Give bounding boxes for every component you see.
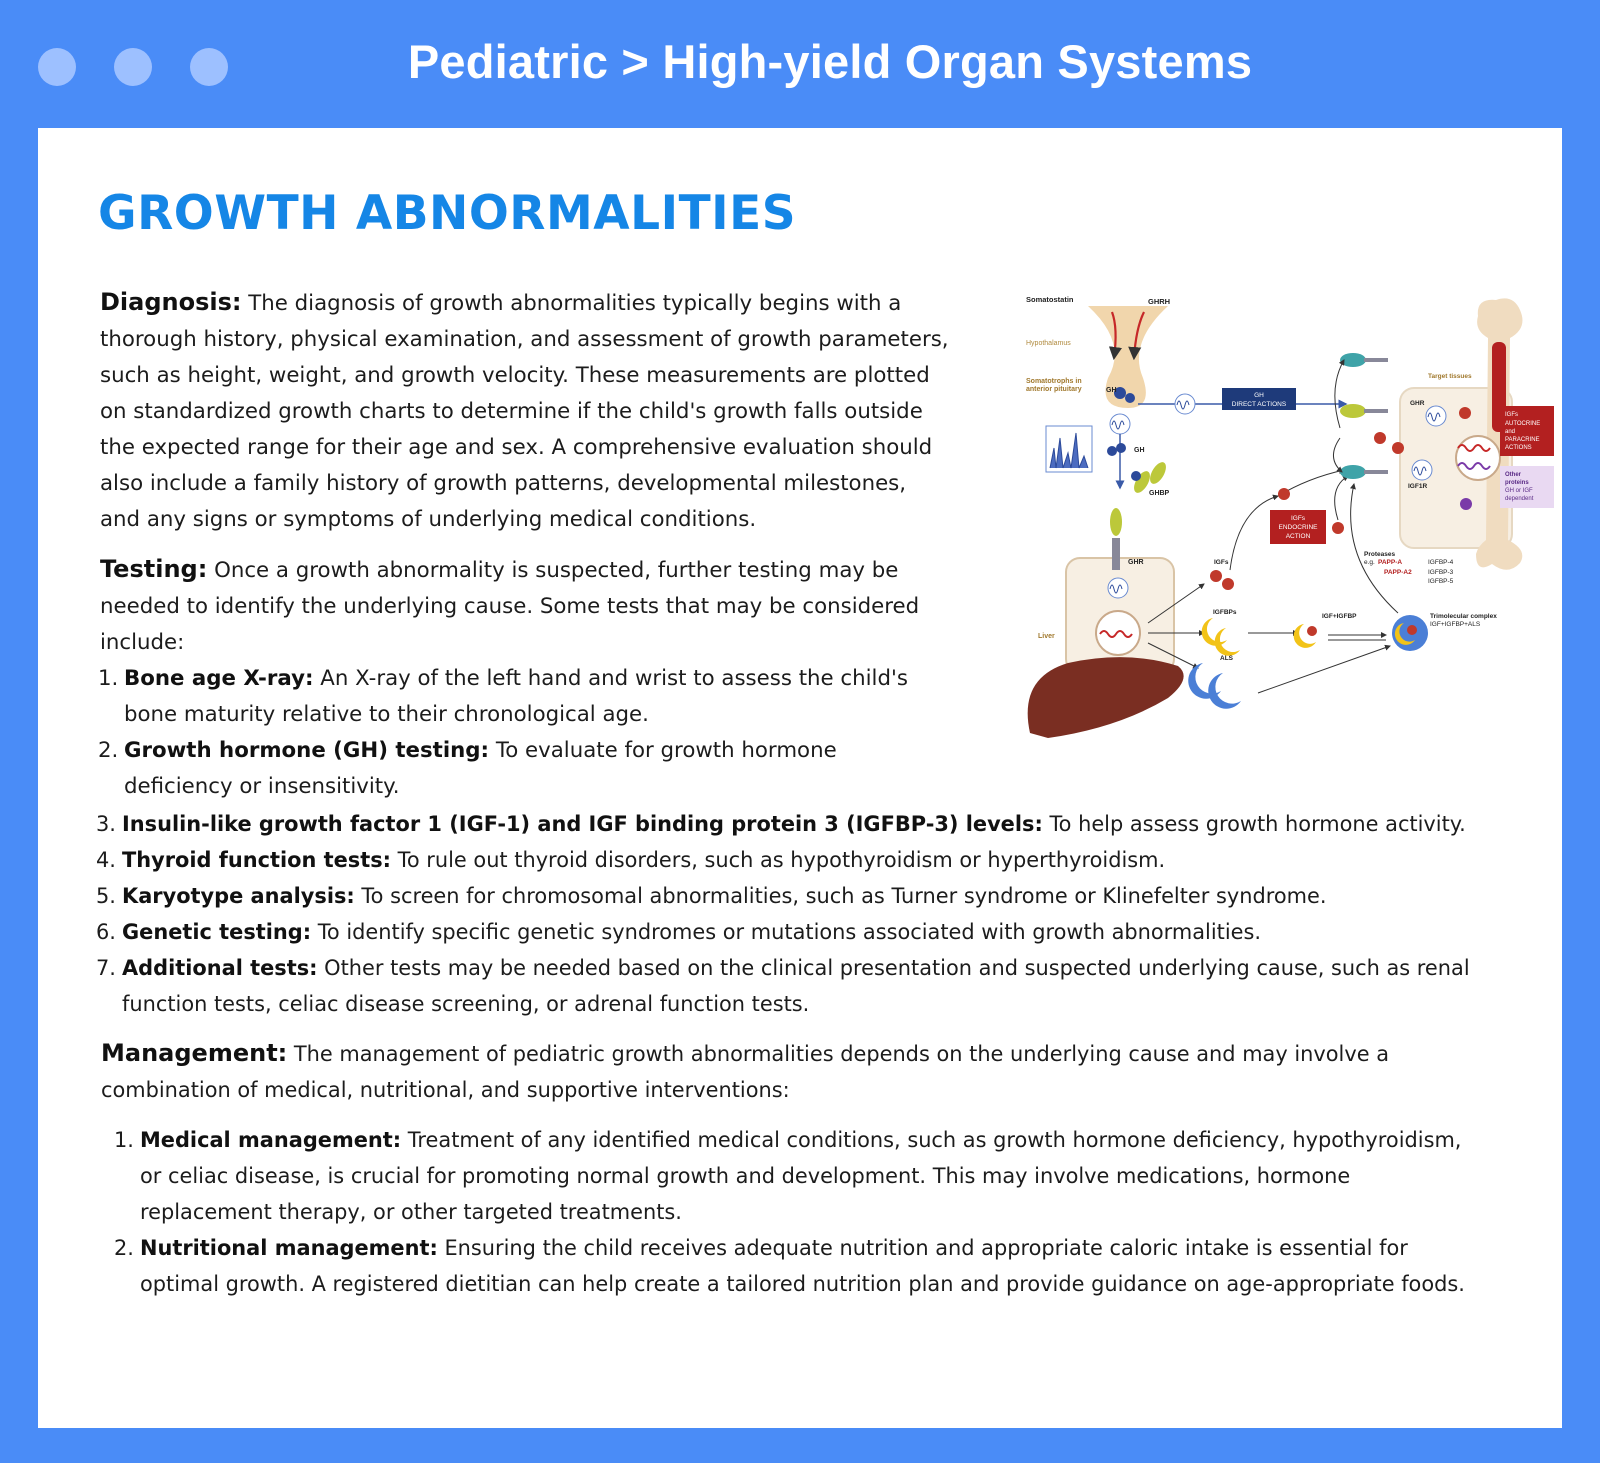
testing-line: needed to identify the underlying cause. Some tests that may be considered: [100, 594, 920, 619]
label-dependent: dependent: [1505, 496, 1534, 502]
testing-line: include:: [100, 630, 185, 655]
label-gh-or-igf: GH or IGF: [1505, 488, 1533, 494]
liver-organ: [1028, 657, 1184, 738]
label-proteases: Proteases: [1364, 551, 1396, 558]
label-somatostatin: Somatostatin: [1026, 295, 1074, 304]
label-igf1r: IGF1R: [1408, 483, 1428, 490]
list-item-title: Nutritional management:: [140, 1236, 438, 1260]
label-paracrine: PARACRINE: [1505, 437, 1540, 443]
list-item-text: Treatment of any identified medical conditions, such as growth hormone deficiency, hypothyroidism,: [401, 1128, 1462, 1152]
list-item: [96, 878, 1542, 914]
label-auto-igfs: IGFs: [1505, 412, 1518, 418]
diagnosis-line: The diagnosis of growth abnormalities typically begins with a: [241, 291, 902, 316]
list-item-text: Ensuring the child receives adequate nutrition and appropriate caloric intake is essential for: [437, 1236, 1408, 1260]
gh-igf-axis-diagram: [1008, 288, 1560, 743]
list-item-text: Other tests may be needed based on the clinical presentation and suspected underlying cause, such as renal: [317, 956, 1470, 980]
list-item-text: To rule out thyroid disorders, such as hypothyroidism or hyperthyroidism.: [391, 848, 1166, 872]
label-somatotrophs-2: anterior pituitary: [1026, 386, 1082, 393]
list-number: 5.: [96, 884, 116, 908]
list-item: [96, 950, 1542, 1022]
list-item: [96, 914, 1542, 950]
list-item-title: Additional tests:: [122, 956, 318, 980]
list-item-title: Genetic testing:: [122, 920, 312, 944]
diagnosis-line: on standardized growth charts to determine if the child's growth falls outside: [100, 399, 923, 424]
list-item-title: Bone age X-ray:: [124, 666, 314, 691]
label-gh: GH: [1106, 387, 1117, 394]
label-igfbp4: IGFBP-4: [1428, 559, 1454, 566]
label-other: Other: [1505, 472, 1522, 478]
diagnosis-label: Diagnosis:: [100, 288, 242, 316]
diagnosis-line: and any signs or symptoms of underlying medical conditions.: [100, 507, 757, 532]
label-pappa2: PAPP-A2: [1384, 569, 1412, 576]
label-actions: ACTIONS: [1505, 445, 1532, 451]
label-ghr-liver: GHR: [1128, 559, 1144, 566]
testing-section: [100, 551, 1000, 661]
diagnosis-line: thorough history, physical examination, and assessment of growth parameters,: [100, 327, 949, 352]
diagnosis-line: such as height, weight, and growth velocity. These measurements are plotted: [100, 363, 930, 388]
management-line: The management of pediatric growth abnormalities depends on the underlying cause and may involve a: [287, 1042, 1390, 1066]
list-item-title: Growth hormone (GH) testing:: [124, 738, 490, 763]
label-ghrh: GHRH: [1148, 297, 1171, 306]
list-item-text: or celiac disease, is crucial for promoting normal growth and development. This may involve medications, hormone: [140, 1164, 1351, 1188]
list-item: [98, 661, 944, 733]
list-item-text: To help assess growth hormone activity.: [1042, 812, 1466, 836]
list-item-title: Insulin-like growth factor 1 (IGF-1) and IGF binding protein 3 (IGFBP-3) levels:: [122, 812, 1043, 836]
list-number: 2.: [114, 1236, 134, 1260]
testing-line: Once a growth abnormality is suspected, further testing may be: [207, 558, 899, 583]
list-number: 3.: [96, 812, 116, 836]
list-item-title: Thyroid function tests:: [122, 848, 392, 872]
list-item-text: function tests, celiac disease screening, or adrenal function tests.: [122, 992, 810, 1016]
list-item-text: bone maturity relative to their chronological age.: [124, 702, 649, 727]
label-igfbps: IGFBPs: [1213, 609, 1237, 616]
diagnosis-line: also include a family history of growth patterns, developmental milestones,: [100, 471, 907, 496]
label-trimolecular-2: IGF+IGFBP+ALS: [1430, 621, 1481, 628]
list-number: 6.: [96, 920, 116, 944]
list-item-text: To identify specific genetic syndromes or mutations associated with growth abnormalities.: [311, 920, 1262, 944]
list-item-title: Karyotype analysis:: [122, 884, 355, 908]
testing-label: Testing:: [100, 555, 208, 583]
list-item-text: replacement therapy, or other targeted treatments.: [140, 1200, 682, 1224]
label-somatotrophs: Somatotrophs in: [1026, 378, 1082, 385]
list-item: [96, 842, 1542, 878]
label-ghbp: GHBP: [1149, 490, 1170, 497]
label-endocrine-igfs: IGFs: [1290, 515, 1306, 522]
list-item: [98, 733, 944, 805]
label-pappa: PAPP-A: [1378, 559, 1403, 566]
list-item-text: To screen for chromosomal abnormalities, such as Turner syndrome or Klinefelter syndrome.: [354, 884, 1327, 908]
list-item: [96, 806, 1542, 842]
label-ghr-target: GHR: [1410, 400, 1425, 407]
list-item-text: deficiency or insensitivity.: [124, 774, 400, 799]
list-number: 7.: [96, 956, 116, 980]
label-igfs: IGFs: [1214, 559, 1229, 566]
label-igfbp3: IGFBP-3: [1428, 569, 1454, 576]
list-item-text: optimal growth. A registered dietitian can help create a tailored nutrition plan and provide guidance on age-appropriate foods.: [140, 1272, 1465, 1296]
label-target-tissues: Target tissues: [1428, 373, 1472, 380]
page-title: GROWTH ABNORMALITIES: [98, 186, 797, 241]
label-direct-actions: DIRECT ACTIONS: [1231, 401, 1287, 408]
label-als: ALS: [1220, 655, 1233, 662]
label-hypothalamus: Hypothalamus: [1026, 340, 1071, 347]
list-number: 1.: [114, 1128, 134, 1152]
label-trimolecular: Trimolecular complex: [1430, 613, 1497, 620]
label-igfbp5: IGFBP-5: [1428, 578, 1454, 585]
pituitary-shape: [1088, 306, 1168, 408]
label-liver: Liver: [1038, 633, 1055, 640]
management-line: combination of medical, nutritional, and supportive interventions:: [101, 1078, 790, 1102]
label-papp-eg: e.g.: [1364, 559, 1375, 566]
management-list: [114, 1122, 1550, 1302]
management-section: [101, 1035, 1521, 1108]
management-label: Management:: [101, 1039, 288, 1067]
label-and: and: [1505, 429, 1516, 435]
window-titlebar: [0, 0, 1600, 128]
list-number: 1.: [98, 666, 119, 691]
list-item: [114, 1230, 1550, 1302]
label-direct-gh: GH: [1254, 392, 1264, 399]
label-autocrine: AUTOCRINE: [1505, 421, 1541, 427]
list-item-text: To evaluate for growth hormone: [489, 738, 837, 763]
label-endocrine-action: ACTION: [1285, 533, 1311, 540]
content-panel: [38, 128, 1562, 1428]
label-endocrine: ENDOCRINE: [1278, 524, 1318, 531]
list-item-text: An X-ray of the left hand and wrist to assess the child's: [313, 666, 908, 691]
list-number: 2.: [98, 738, 119, 763]
label-gh-2: GH: [1134, 447, 1145, 454]
list-item: [114, 1122, 1550, 1230]
label-igf-igfbp: IGF+IGFBP: [1322, 613, 1357, 620]
diagnosis-section: [100, 284, 1000, 538]
list-number: 4.: [96, 848, 116, 872]
list-item-title: Medical management:: [140, 1128, 402, 1152]
window-title: Pediatric > High-yield Organ Systems: [407, 35, 1253, 88]
label-proteins: proteins: [1505, 480, 1529, 486]
diagnosis-line: the expected range for their age and sex. A comprehensive evaluation should: [100, 435, 933, 460]
testing-list-part2: [96, 806, 1542, 1022]
testing-list-part1: [98, 661, 944, 805]
